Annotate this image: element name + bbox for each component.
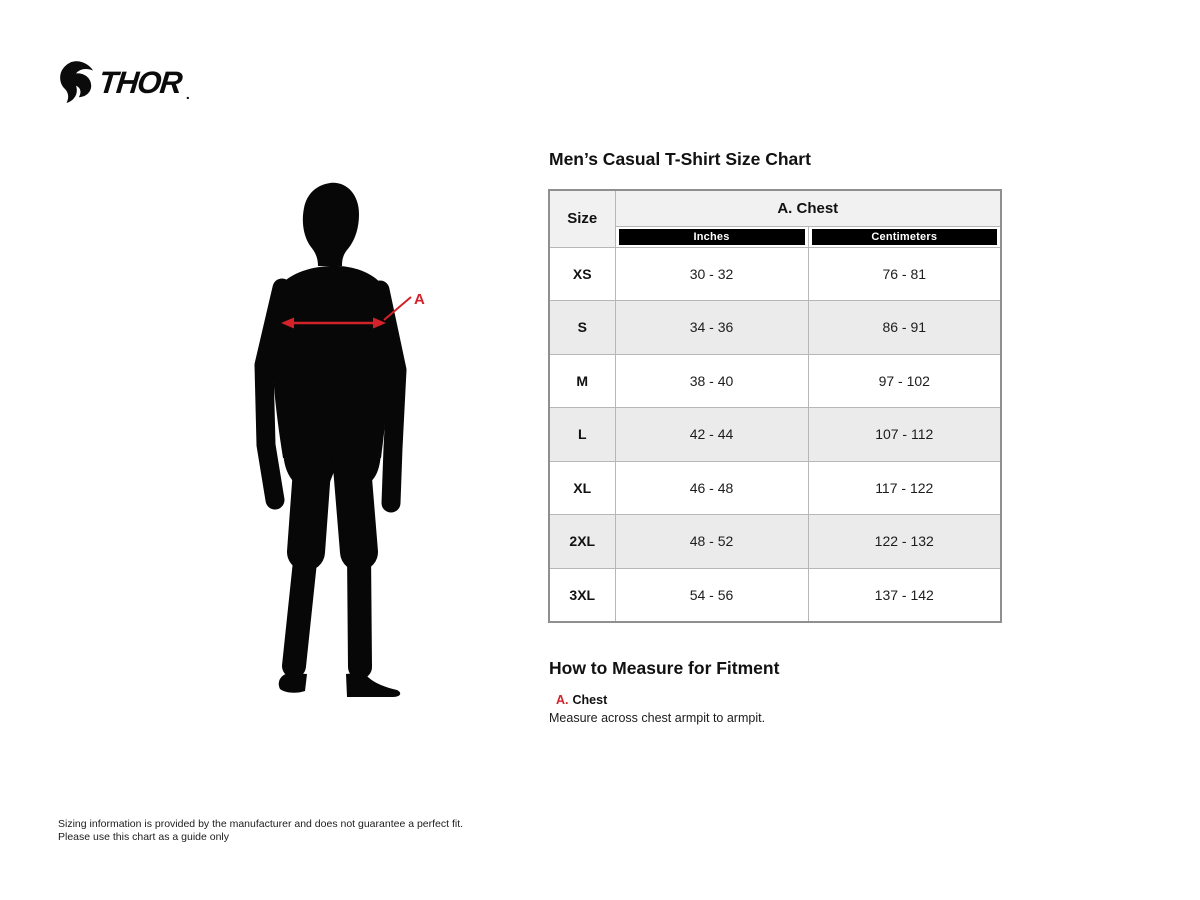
thor-horn-icon <box>57 60 95 104</box>
size-chart-title: Men’s Casual T-Shirt Size Chart <box>549 149 811 169</box>
column-header-size: Size <box>549 190 615 247</box>
inches-cell: 54 - 56 <box>615 568 808 622</box>
centimeters-cell: 122 - 132 <box>808 515 1001 569</box>
column-header-chest: A. Chest <box>615 190 1001 226</box>
brand-text: THOR <box>97 64 183 100</box>
size-cell: 2XL <box>549 515 615 569</box>
measure-item-key: A. <box>556 693 569 707</box>
table-row <box>549 354 1001 408</box>
size-chart-table <box>548 189 1002 623</box>
centimeters-cell: 76 - 81 <box>808 247 1001 301</box>
centimeters-cell: 97 - 102 <box>808 354 1001 408</box>
inches-cell: 30 - 32 <box>615 247 808 301</box>
column-header-centimeters-cell <box>808 226 1001 247</box>
size-cell: 3XL <box>549 568 615 622</box>
centimeters-cell: 107 - 112 <box>808 408 1001 462</box>
table-row <box>549 301 1001 355</box>
table-row <box>549 408 1001 462</box>
measurement-label-a: A <box>414 291 425 308</box>
centimeters-cell: 86 - 91 <box>808 301 1001 355</box>
table-row <box>549 515 1001 569</box>
inches-cell: 46 - 48 <box>615 461 808 515</box>
centimeters-cell: 117 - 122 <box>808 461 1001 515</box>
disclaimer-line-1: Sizing information is provided by the manufacturer and does not guarantee a perfect fit. <box>58 818 464 830</box>
size-cell: M <box>549 354 615 408</box>
disclaimer-line-2: Please use this chart as a guide only <box>58 830 230 843</box>
size-cell: XL <box>549 461 615 515</box>
size-cell: S <box>549 301 615 355</box>
table-row <box>549 461 1001 515</box>
how-to-measure-title: How to Measure for Fitment <box>549 658 780 678</box>
column-header-inches-cell <box>615 226 808 247</box>
brand-trademark-dot: . <box>185 86 190 102</box>
measure-item-heading <box>556 693 607 707</box>
inches-cell: 42 - 44 <box>615 408 808 462</box>
size-cell: L <box>549 408 615 462</box>
body-silhouette <box>230 170 460 720</box>
inches-cell: 48 - 52 <box>615 515 808 569</box>
column-header-inches: Inches <box>619 229 805 245</box>
size-cell: XS <box>549 247 615 301</box>
table-row <box>549 247 1001 301</box>
measure-item-name: Chest <box>572 693 608 707</box>
column-header-centimeters: Centimeters <box>812 229 998 245</box>
brand-logo <box>57 60 190 104</box>
size-table-body <box>549 247 1001 622</box>
centimeters-cell: 137 - 142 <box>808 568 1001 622</box>
measure-item-description: Measure across chest armpit to armpit. <box>549 711 766 725</box>
inches-cell: 38 - 40 <box>615 354 808 408</box>
inches-cell: 34 - 36 <box>615 301 808 355</box>
table-row <box>549 568 1001 622</box>
disclaimer <box>58 818 463 843</box>
